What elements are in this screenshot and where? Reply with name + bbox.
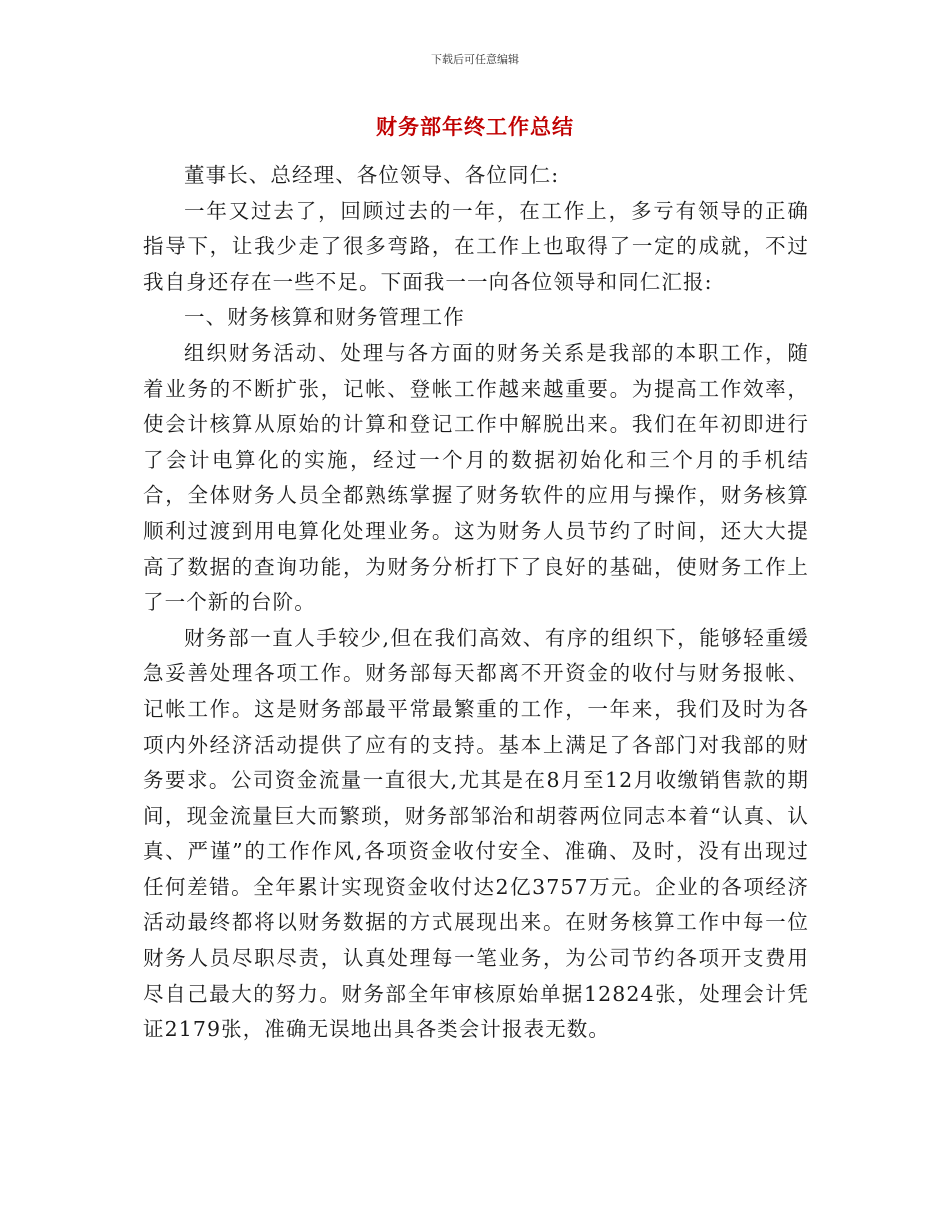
intro-paragraph: 一年又过去了，回顾过去的一年，在工作上，多亏有领导的正确指导下，让我少走了很多弯路，在工作上也取得了一定的成就，不过我自身还存在一些不足。下面我一一向各位领导和同仁汇报: [143, 198, 809, 294]
body-paragraph-2: 财务部一直人手较少,但在我们高效、有序的组织下，能够轻重缓急妥善处理各项工作。财务部每天都离不开资金的收付与财务报帐、记帐工作。这是财务部最平常最繁重的工作，一年来，我们及时为各项内外经济活动提供了应有的支持。基本上满足了各部门对我部的财务要求。公司资金流量一直很大,尤其是在8月至12月收缴销售款的期间，现金流量巨大而繁琐，财务部邹治和胡蓉两位同志本着“认真、认真、严谨”的工作作风,各项资金收付安全、准确、及时，没有出现过任何差错。全年累计实现资金收付达2亿3757万元。企业的各项经济活动最终都将以财务数据的方式展现出来。在财务核算工作中每一位财务人员尽职尽责，认真处理每一笔业务，为公司节约各项开支费用尽自己最大的努力。财务部全年审核原始单据12824张，处理会计凭证2179张，准确无误地出具各类会计报表无数。 [143, 625, 809, 1042]
salutation-paragraph: 董事长、总经理、各位领导、各位同仁: [184, 163, 560, 187]
document-title: 财务部年终工作总结 [376, 115, 574, 139]
body-paragraph-1: 组织财务活动、处理与各方面的财务关系是我部的本职工作，随着业务的不断扩张，记帐、登帐工作越来越重要。为提高工作效率，使会计核算从原始的计算和登记工作中解脱出来。我们在年初即进行了会计电算化的实施，经过一个月的数据初始化和三个月的手机结合，全体财务人员全都熟练掌握了财务软件的应用与操作，财务核算顺利过渡到用电算化处理业务。这为财务人员节约了时间，还大大提高了数据的查询功能，为财务分析打下了良好的基础，使财务工作上了一个新的台阶。 [143, 340, 809, 615]
section-heading: 一、财务核算和财务管理工作 [184, 305, 465, 330]
document-body [143, 158, 809, 1048]
page-header-note: 下载后可任意编辑 [431, 53, 519, 66]
